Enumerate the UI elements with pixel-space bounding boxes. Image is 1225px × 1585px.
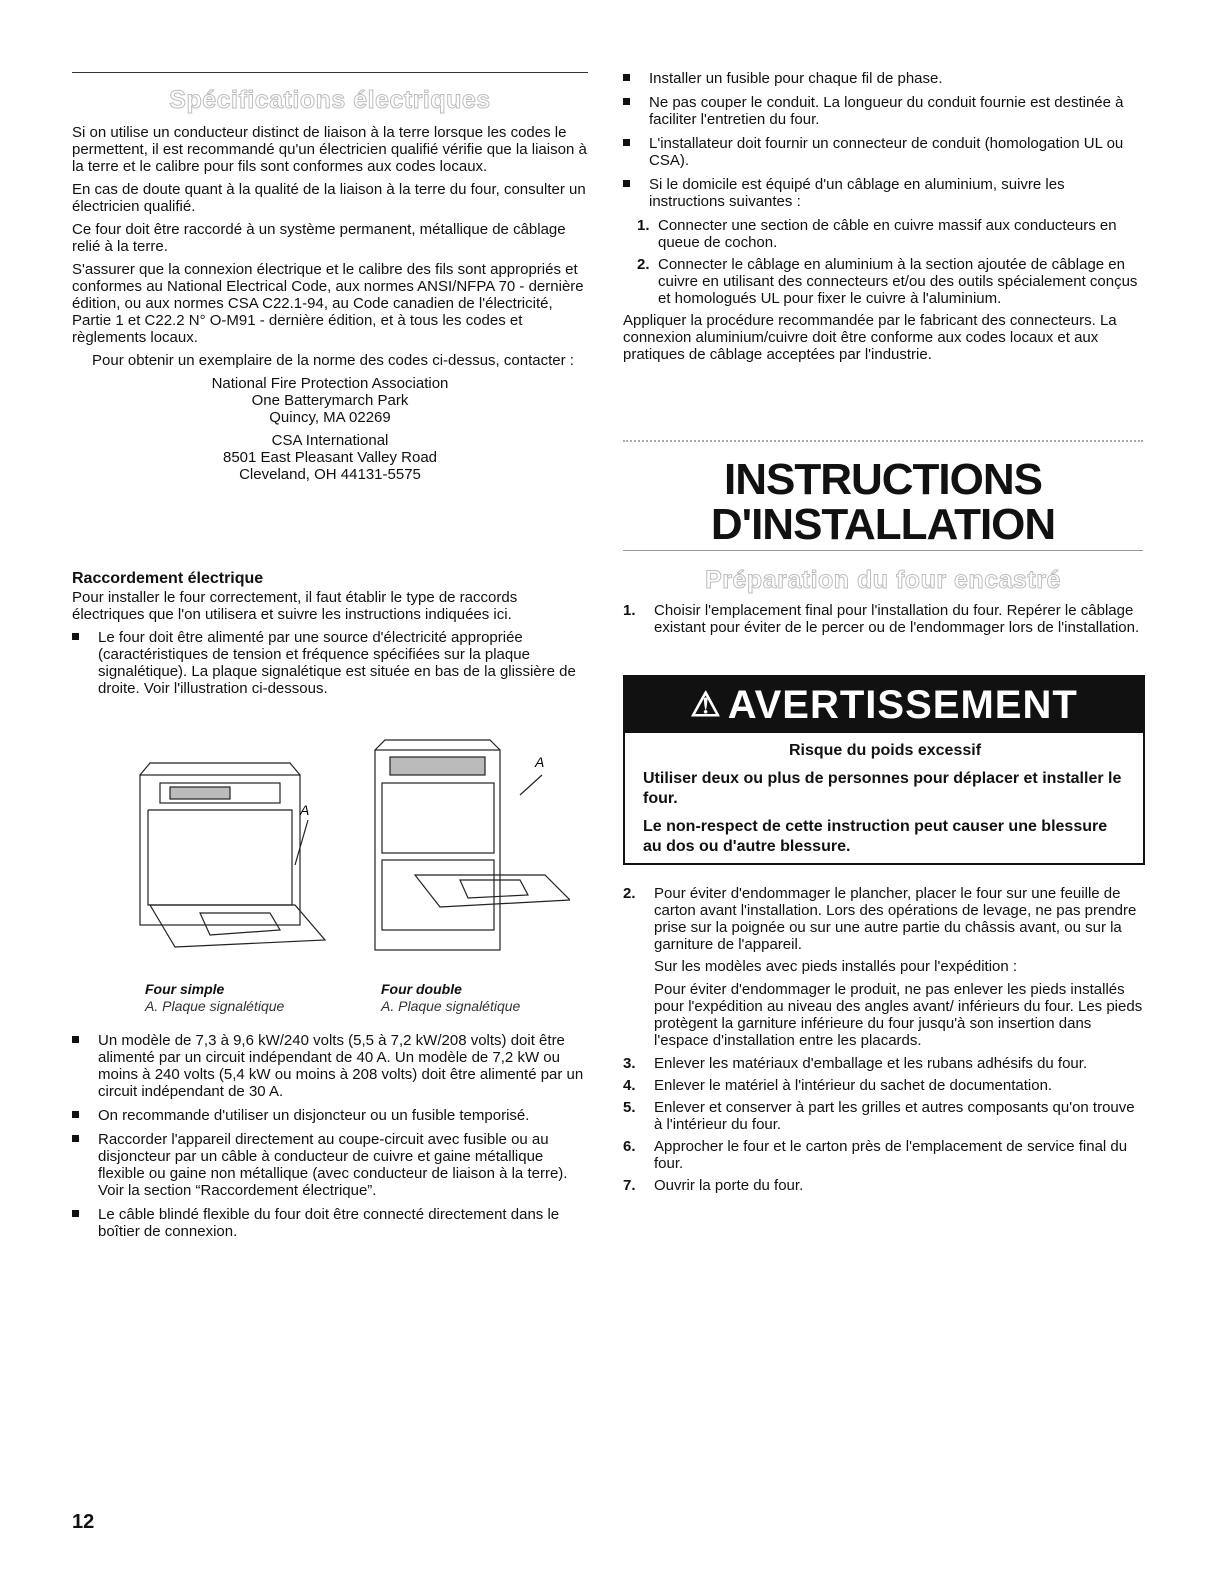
heading-rule: [623, 550, 1143, 551]
step-number: 5.: [623, 1099, 636, 1116]
step-text: Enlever les matériaux d'emballage et les rubans adhésifs du four.: [654, 1055, 1088, 1072]
bullet-item: Si le domicile est équipé d'un câblage en aluminium, suivre les instructions suivantes :: [623, 176, 1143, 210]
sub-step: [623, 256, 1143, 307]
warning-triangle-icon: ⚠: [690, 685, 722, 724]
main-heading-line2: D'INSTALLATION: [710, 500, 1056, 549]
address-line: Cleveland, OH 44131-5575: [239, 466, 421, 483]
warning-subtitle: Risque du poids excessif: [788, 742, 982, 759]
address-nfpa: [72, 375, 588, 426]
bullet-item: Ne pas couper le conduit. La longueur du conduit fournie est destinée à faciliter l'entretien du four.: [623, 94, 1143, 128]
raccordement-heading: Raccordement électrique: [72, 570, 264, 587]
address-line: National Fire Protection Association: [211, 375, 449, 392]
step-text: Connecter une section de câble en cuivre massif aux conducteurs en queue de cochon.: [658, 217, 1117, 251]
address-line: One Batterymarch Park: [251, 392, 409, 409]
step-text: Choisir l'emplacement final pour l'installation du four. Repérer le câblage existant pour éviter de le percer ou de l'endommager lors de l'installation.: [654, 602, 1140, 636]
step-text: Ouvrir la porte du four.: [654, 1177, 804, 1194]
bullet-item: Installer un fusible pour chaque fil de phase.: [623, 70, 1143, 87]
double-oven-illustration: [370, 735, 570, 955]
warning-body: [625, 733, 1143, 857]
section-title-electrical: Spécifications électriques: [169, 86, 491, 114]
paragraph: Pour installer le four correctement, il faut établir le type de raccords électriques que l'on utilisera et suivre les instructions indiquées ici.: [72, 589, 518, 623]
numbered-step: [623, 1077, 1143, 1094]
paragraph: Sur les modèles avec pieds installés pour l'expédition :: [654, 958, 1018, 975]
numbered-step: [623, 1099, 1143, 1133]
raccordement-section: [72, 570, 588, 704]
step-number: 2.: [623, 885, 636, 902]
single-oven-illustration: [130, 755, 330, 955]
step-text: Enlever et conserver à part les grilles et autres composants qu'on trouve à l'intérieur du four.: [654, 1099, 1135, 1133]
numbered-step: [623, 1138, 1143, 1172]
warning-line: Utiliser deux ou plus de personnes pour déplacer et installer le four.: [643, 770, 1122, 807]
warning-header: [625, 677, 1143, 733]
dotted-divider: [623, 440, 1143, 442]
address-csa: [72, 432, 588, 483]
numbered-step: [623, 1177, 1143, 1194]
warning-box: [623, 675, 1145, 865]
electrical-bullets: [72, 1032, 588, 1247]
paragraph: Si on utilise un conducteur distinct de liaison à la terre lorsque les codes le permettent, il est recommandé qu'un électricien qualifié vérifie que la liaison à la terre et le calibre pour fils sont conformes aux codes locaux.: [72, 124, 587, 175]
section-title-preparation: Préparation du four encastré: [705, 566, 1061, 594]
bullet-item: Le câble blindé flexible du four doit être connecté directement dans le boîtier de connexion.: [72, 1206, 588, 1240]
top-rule: [72, 72, 588, 73]
step-number: 7.: [623, 1177, 636, 1194]
sub-step: [623, 217, 1143, 251]
bullet-item: Le four doit être alimenté par une source d'électricité appropriée (caractéristiques de tension et fréquence spécifiées sur la plaque signalétique). La plaque signalétique est située en bas de la glissière de droite. Voir l'illustration ci-dessous.: [72, 629, 588, 697]
address-line: CSA International: [271, 432, 389, 449]
address-line: 8501 East Pleasant Valley Road: [222, 449, 438, 466]
step-number: 2.: [637, 256, 650, 273]
conduit-bullets: [623, 70, 1143, 369]
paragraph: Ce four doit être raccordé à un système permanent, métallique de câblage relié à la terre.: [72, 221, 566, 255]
step-text: Pour éviter d'endommager le plancher, placer le four sur une feuille de carton avant l'installation. Lors des opérations de levage, ne pas prendre prise sur la poignée ou sur une autre partie du châssis avant, ou sur la garniture de l'appareil.: [654, 885, 1137, 953]
bullet-item: L'installateur doit fournir un connecteur de conduit (homologation UL ou CSA).: [623, 135, 1143, 169]
contact-intro: Pour obtenir un exemplaire de la norme des codes ci-dessus, contacter :: [92, 352, 574, 369]
label-a: A: [300, 802, 310, 818]
paragraph: Pour éviter d'endommager le produit, ne pas enlever les pieds installés pour l'expédition au niveau des angles avant/ inférieurs du four. Les pieds protègent la garniture inférieure du four jusqu'à son insertion dans l'espace d'installation entre les placards.: [654, 981, 1143, 1049]
bullet-item: On recommande d'utiliser un disjoncteur ou un fusible temporisé.: [72, 1107, 588, 1124]
caption-sub: A. Plaque signalétique: [381, 998, 521, 1014]
electrical-text: [72, 124, 588, 483]
warning-line: Le non-respect de cette instruction peut causer une blessure au dos ou d'autre blessure.: [643, 818, 1108, 855]
step-number: 1.: [637, 217, 650, 234]
step-1: [623, 602, 1143, 641]
main-heading-line1: INSTRUCTIONS: [724, 455, 1042, 504]
step-text: Enlever le matériel à l'intérieur du sachet de documentation.: [654, 1077, 1053, 1094]
step-number: 3.: [623, 1055, 636, 1072]
paragraph: S'assurer que la connexion électrique et le calibre des fils sont appropriés et conformes au National Electrical Code, aux normes ANSI/NFPA 70 - dernière édition, ou aux normes CSA C22.1-94, au Code canadien de l'électricité, Partie 1 et C22.2 N° O-M91 - dernière édition, et à tous les codes et règlements locaux.: [72, 261, 584, 346]
address-line: Quincy, MA 02269: [269, 409, 391, 426]
step-number: 6.: [623, 1138, 636, 1155]
caption-double-oven: [381, 981, 520, 1015]
step-text: Approcher le four et le carton près de l'emplacement de service final du four.: [654, 1138, 1128, 1172]
paragraph: En cas de doute quant à la qualité de la liaison à la terre du four, consulter un électricien qualifié.: [72, 181, 586, 215]
caption-title: Four double: [381, 981, 462, 997]
bullet-item: Raccorder l'appareil directement au coupe-circuit avec fusible ou au disjoncteur par un câble à conducteur de cuivre et gaine métallique flexible ou gaine non métallique (avec conducteur de liaison à la terre). Voir la section “Raccordement électrique”.: [72, 1131, 588, 1199]
caption-sub: A. Plaque signalétique: [145, 998, 285, 1014]
step-text: Connecter le câblage en aluminium à la section ajoutée de câblage en cuivre en utilisant des connecteurs et/ou des outils spécialement conçus et homologués UL pour fixer le cuivre à l'aluminium.: [658, 256, 1138, 307]
label-a: A: [535, 754, 545, 770]
bullet-item: Un modèle de 7,3 à 9,6 kW/240 volts (5,5 à 7,2 kW/208 volts) doit être alimenté par un circuit indépendant de 40 A. Un modèle de 7,2 kW ou moins à 240 volts (5,4 kW ou moins à 208 volts) doit être alimenté par un circuit indépendant de 30 A.: [72, 1032, 588, 1100]
paragraph: Appliquer la procédure recommandée par le fabricant des connecteurs. La connexion aluminium/cuivre doit être conforme aux codes locaux et aux pratiques de câblage acceptées par l'industrie.: [623, 312, 1117, 363]
numbered-step: [623, 885, 1143, 953]
numbered-step: [623, 1055, 1143, 1072]
step-number: 1.: [623, 602, 636, 619]
caption-title: Four simple: [145, 981, 225, 997]
step-number: 4.: [623, 1077, 636, 1094]
warning-title: AVERTISSEMENT: [727, 682, 1078, 727]
caption-single-oven: [145, 981, 284, 1015]
page-number: 12: [72, 1511, 95, 1533]
steps-2-7: [623, 885, 1143, 1199]
numbered-step: [623, 602, 1143, 636]
